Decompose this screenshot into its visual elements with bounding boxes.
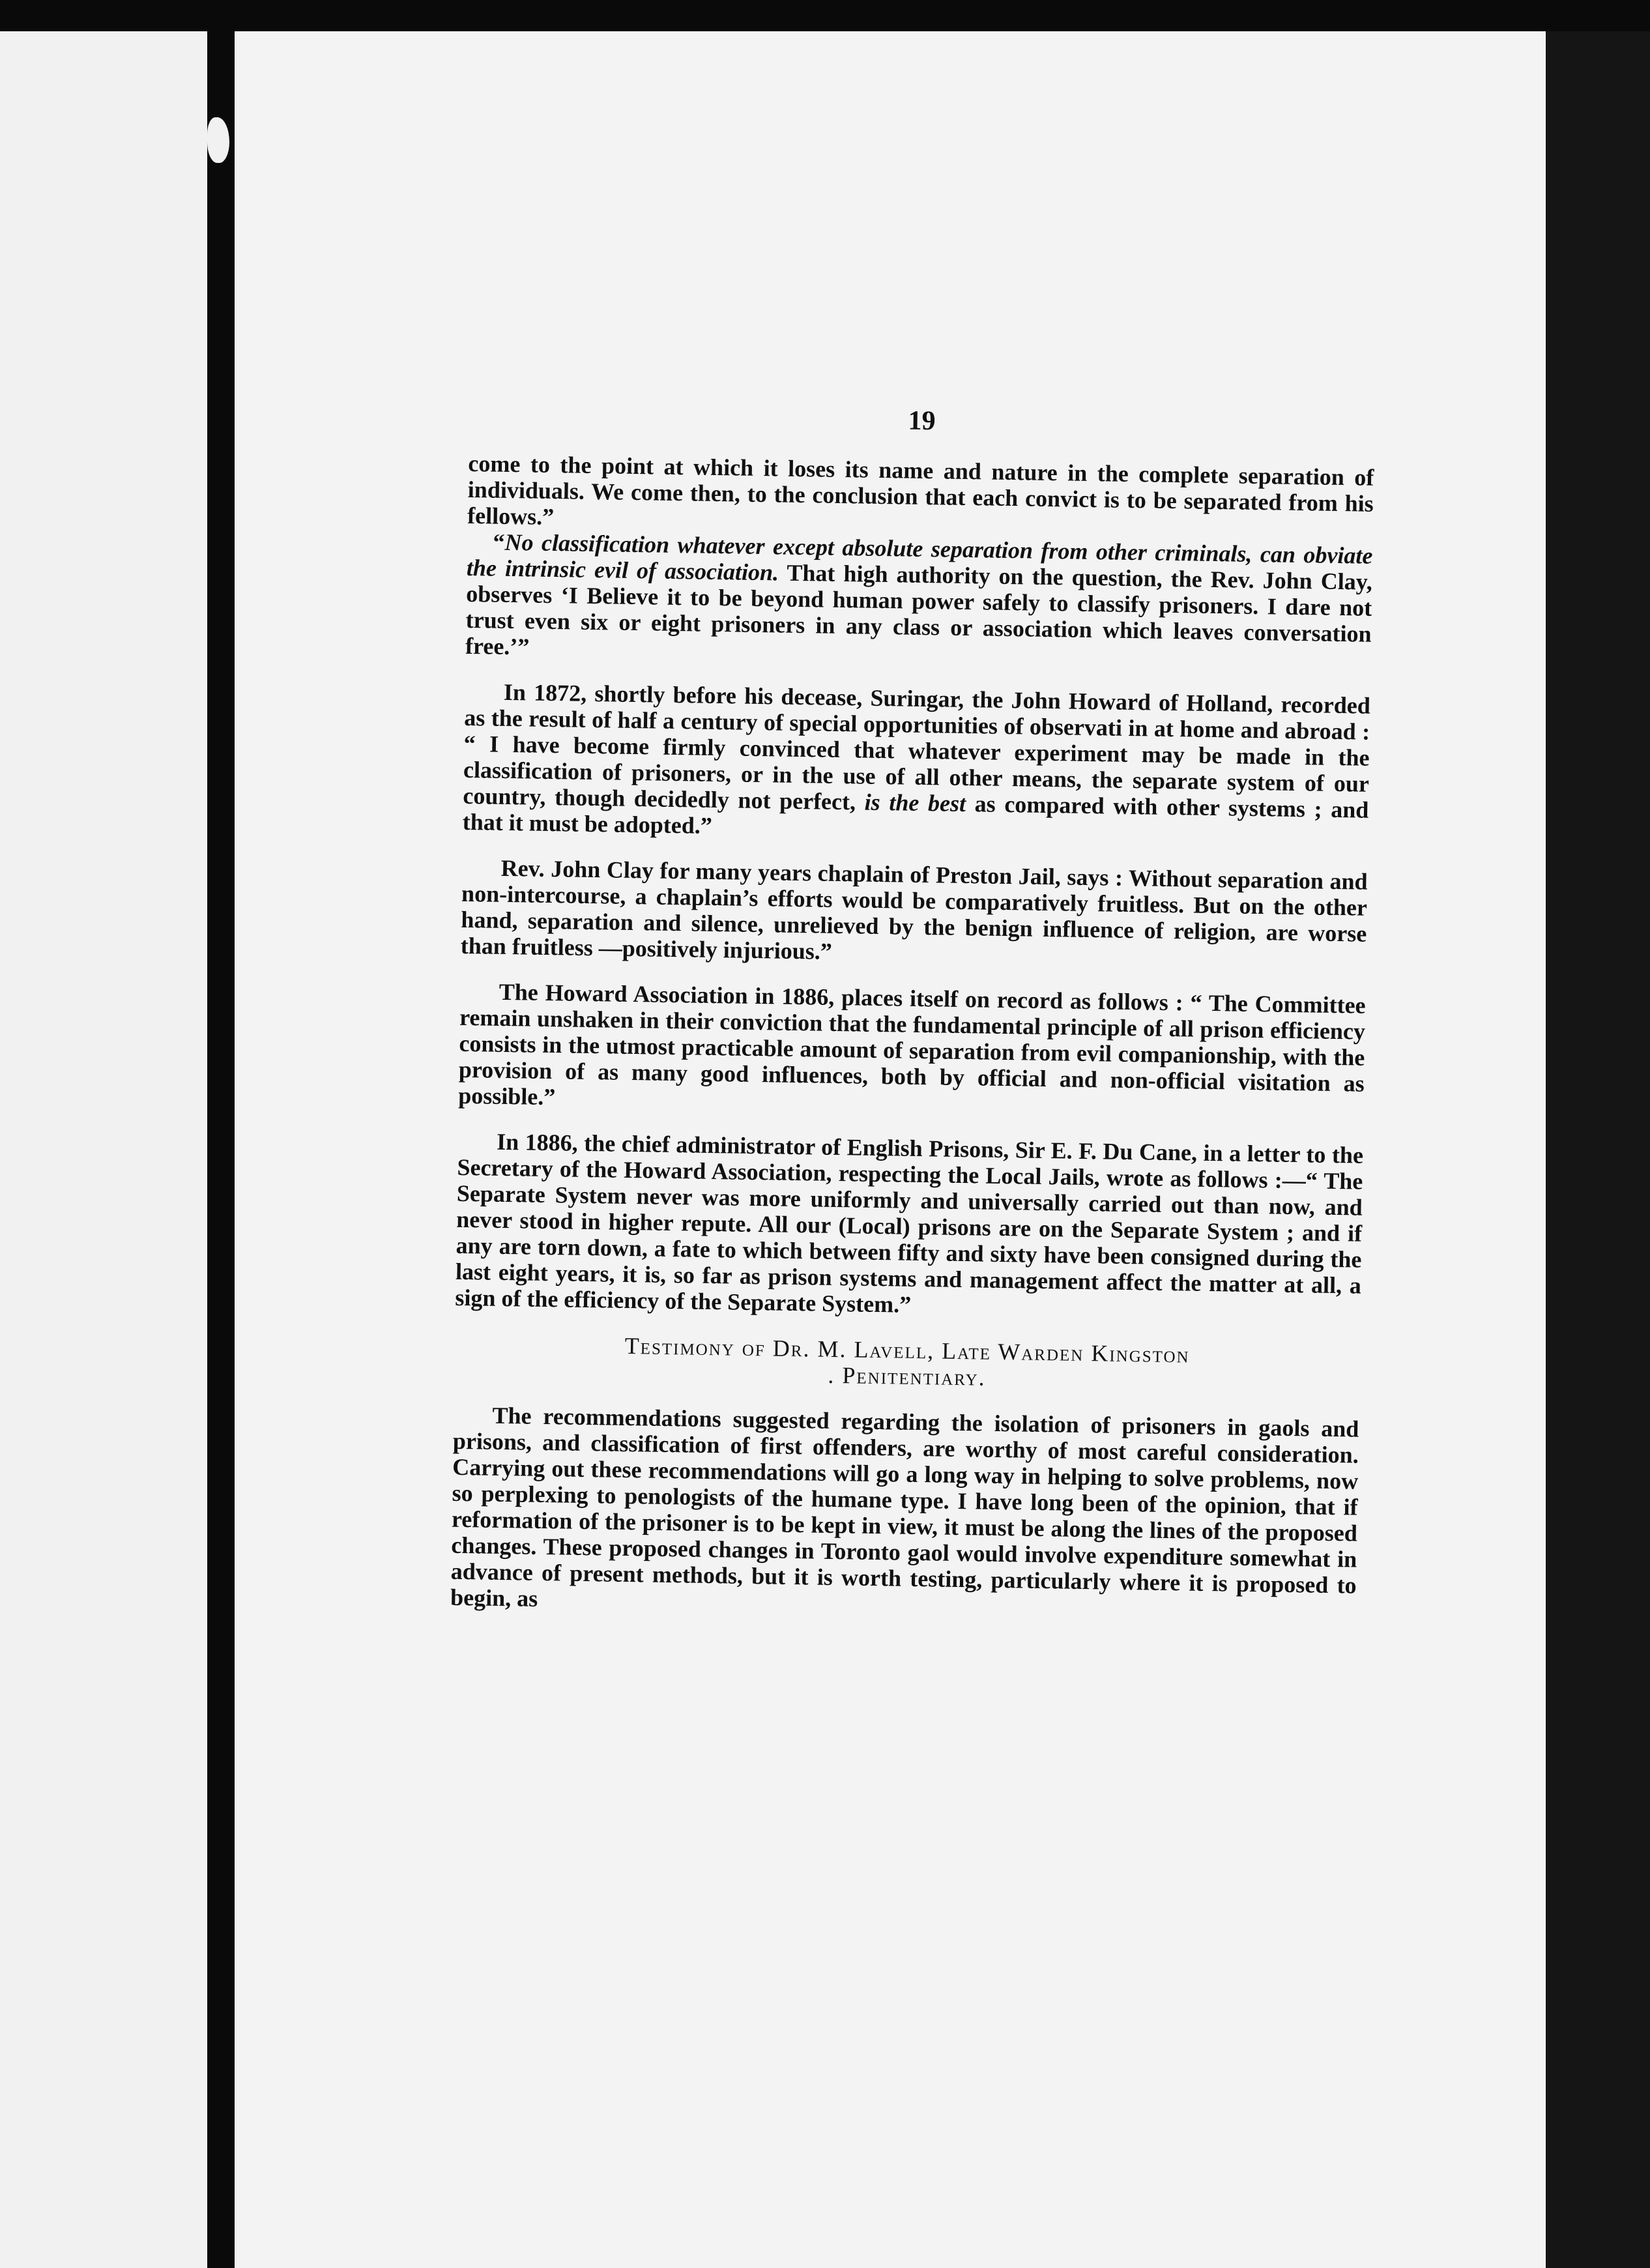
paragraph-lavell: The recommendations suggested regarding the isolation of prisoners in gaols and prisons, and classification of first offenders, are worthy of most careful consideration. Carrying out these recommendations will go a long way in helping to solve problems, now so perplexing to penologists of the humane type. I have long been of the opinion, that if reformation of the prisoner is to be kept in view, it must be along the lines of the proposed changes. These proposed changes in Toronto gaol would involve expenditure somewhat in advance of present methods, but it is worth testing, particularly where it is proposed to begin, as [450,1402,1359,1612]
paragraph-clay: Rev. John Clay for many years chaplain of Preston Jail, says : Without separation and non-intercourse, a chaplain’s efforts would be comparatively fruitless. But on the other hand, separation and silence, unrelieved by the benign influence of religion, are worse than fruitless —positively injurious.” [460,854,1368,965]
paragraph-du-cane: In 1886, the chief administrator of English Prisons, Sir E. F. Du Cane, in a letter to the Secretary of the Howard Association, respecting the Local Jails, wrote as follows :—“ The Separate System never was more uniformly and universally carried out than now, and never stood in higher repute. All our (Local) prisons are on the Separate System ; and if any are torn down, a fate to which between fifty and sixty have been consigned during the last eight years, it is, so far as prison systems and management affect the matter at all, a sign of the efficiency of the Separate System.” [455,1128,1364,1318]
page-number: 19 [908,405,936,437]
quote-rest: That high authority on the question, the Rev. John Clay, observes ‘I Believe it to be beyond human power safely to classify prisoners. I dare not trust even six or eight prisoners in any class or association which leaves conversation free.’” [465,559,1373,660]
suringar-text-b: as compared with other systems ; and that it must be adopted.” [462,791,1369,839]
page-edge-blot [207,117,229,163]
paragraph-howard-association: The Howard Association in 1886, places itself on record as follows : “ The Committee remain unshaken in their conviction that the fundamental principle of all prison efficiency consists in the utmost practicable amount of separation from evil companionship, with the provision of as many good influences, both by official and non-official visitation as possible.” [457,978,1366,1111]
facing-page [0,31,207,2268]
continued-paragraph: come to the point at which it loses its name and nature in the complete separation of individuals. We come then, to the conclusion that each convict is to be separated from his fellows.” [467,450,1374,531]
heading-line-2: . Penitentiary. [828,1361,987,1391]
suringar-text-a: In 1872, shortly before his decease, Suringar, the John Howard of Holland, recorded as the result of half a century of special opportunities of observati in at home and abroad : “ I have become firmly convinced that whatever experiment may be made in the classification of prisoners, or in the use of all other means, the separate system of our country, though decidedly not perfect, [463,678,1371,815]
quote-open: “ [493,529,505,555]
section-heading [454,1330,1360,1397]
page-body [450,401,1375,1625]
scan-border [1546,31,1650,2268]
quote-paragraph [465,529,1373,673]
quote-italic: No classification whatever except absolute separation from other criminals, can obviate the intrinsic evil of association. [466,529,1373,586]
heading-line-1: Testimony of Dr. M. Lavell, Late Warden Kingston [624,1332,1190,1368]
suringar-italic: is the best [864,789,966,817]
paragraph-suringar [463,678,1371,849]
